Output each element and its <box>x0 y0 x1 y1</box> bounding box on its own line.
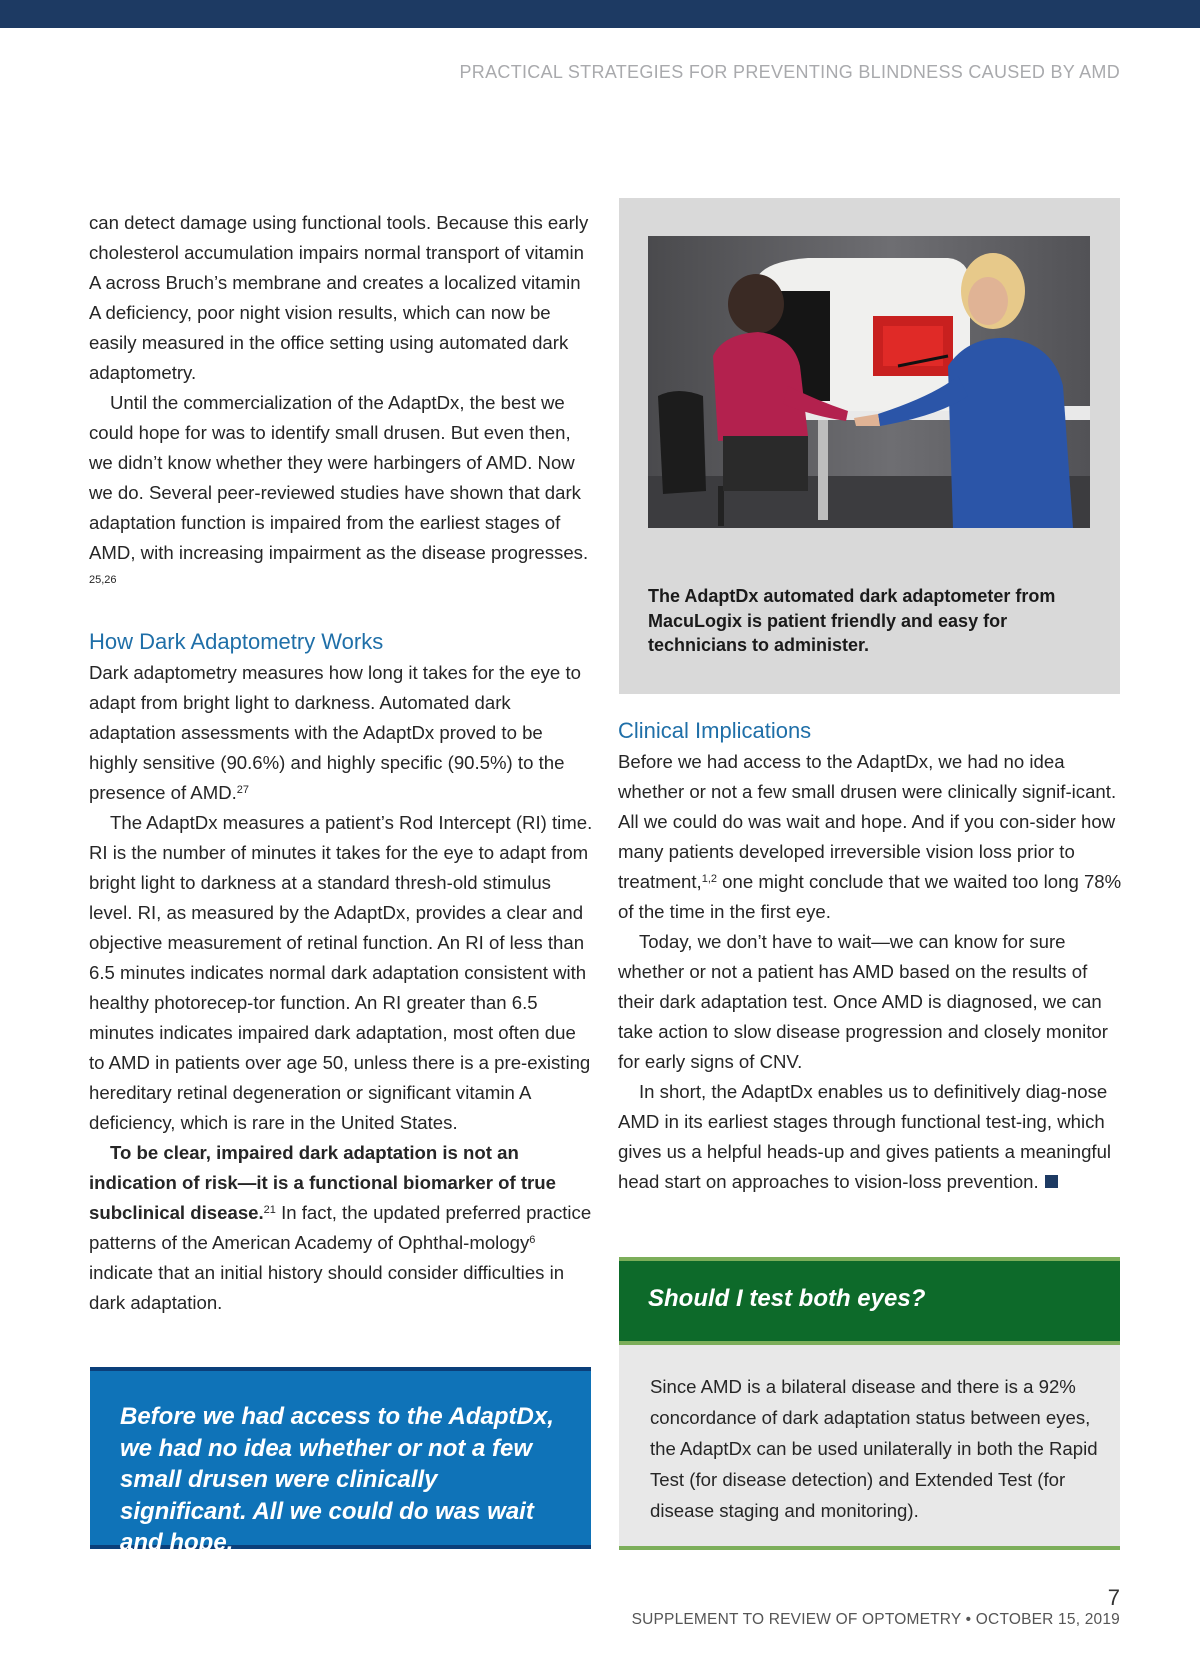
sidebar-body: Since AMD is a bilateral disease and there is a 92% concordance of dark adaptation status between eyes, the AdaptDx can be used unilaterally in both the Rapid Test (for disease detection) and Extended Test (for disease staging and monitoring). <box>650 1376 1098 1521</box>
paragraph: Dark adaptometry measures how long it takes for the eye to adapt from bright light to darkness. Automated dark adaptation assessments with the AdaptDx proved to be highly sensitive (90.6%) and highly specific (90.5%) to the presence of AMD.$^{27}$ <box>89 662 581 803</box>
citation: 21 <box>263 1204 276 1216</box>
end-of-article-mark <box>1045 1175 1058 1188</box>
section-heading: Clinical Implications <box>618 718 812 743</box>
left-column <box>89 208 594 1318</box>
paragraph: Before we had access to the AdaptDx, we had no idea whether or not a few small drusen were clinically signif-icant. All we could do was wait and hope. And if you con-sider how many patients developed irreversible vision loss prior to treatment,$^{1,2}$ one might conclude that we waited too long 78% of the time in the first eye. <box>618 751 1122 922</box>
paragraph: To be clear, impaired dark adaptation is not an indication of risk—it is a functional biomarker of true subclinical disease.$^{21}$ In fact, the updated preferred practice patterns of the American Academy of Ophthal-mology$^6$ indicate that an initial history should consider difficulties in dark adaptation. <box>89 1142 592 1313</box>
paragraph: Today, we don’t have to wait—we can know for sure whether or not a patient has AMD based on the results of their dark adaptation test. Once AMD is diagnosed, we can take action to slow disease progression and closely monitor for early signs of CNV. <box>618 931 1108 1072</box>
paragraph: Until the commercialization of the AdaptDx, the best we could hope for was to identify small drusen. But even then, we didn’t know whether they were harbingers of AMD. Now we do. Several peer-reviewed studies have shown that dark adaptation function is impaired from the earliest stages of AMD, with increasing impairment as the disease progresses. $^{25,26}$ <box>89 392 589 586</box>
publication-footer: SUPPLEMENT TO REVIEW OF OPTOMETRY • OCTOBER 15, 2019 <box>631 1611 1120 1628</box>
pull-quote-text: Before we had access to the AdaptDx, we had no idea whether or not a few small drusen were clinically significant. All we could do was wait and hope. <box>120 1403 554 1556</box>
section-heading: How Dark Adaptometry Works <box>89 629 384 654</box>
sidebar-header <box>619 1257 1120 1345</box>
running-head: PRACTICAL STRATEGIES FOR PREVENTING BLINDNESS CAUSED BY AMD <box>459 62 1120 82</box>
citation: 6 <box>529 1234 536 1246</box>
paragraph: can detect damage using functional tools. Because this early cholesterol accumulation impairs normal transport of vitamin A across Bruch’s membrane and creates a localized vitamin A deficiency, poor night vision results, which can now be easily measured in the office setting using automated dark adaptometry. <box>89 212 589 383</box>
figure-box <box>619 198 1120 694</box>
page-number: 7 <box>1107 1585 1120 1610</box>
paragraph: In short, the AdaptDx enables us to definitively diag-nose AMD in its earliest stages through functional test-ing, which gives us a helpful heads-up and gives patients a meaningful head start on approaches to vision-loss prevention. <box>618 1081 1112 1192</box>
sidebar-title: Should I test both eyes? <box>648 1285 926 1312</box>
adaptdx-photo <box>648 236 1090 528</box>
paragraph: The AdaptDx measures a patient’s Rod Intercept (RI) time. RI is the number of minutes it takes for the eye to adapt from bright light to darkness at a standard thresh-old stimulus level. RI, as measured by the AdaptDx, provides a clear and objective measurement of retinal function. An RI of less than 6.5 minutes indicates normal dark adaptation consistent with healthy photorecep-tor function. An RI greater than 6.5 minutes indicates impaired dark adaptation, most often due to AMD in patients over age 50, unless there is a pre-existing hereditary retinal degeneration or significant vitamin A deficiency, which is rare in the United States. <box>89 812 593 1133</box>
right-column <box>618 715 1123 1197</box>
citation: 25,26 <box>89 574 117 586</box>
citation: 27 <box>236 784 250 796</box>
top-color-bar <box>0 0 1200 28</box>
figure-caption: The AdaptDx automated dark adaptometer from MacuLogix is patient friendly and easy for technicians to administer. <box>648 586 1056 655</box>
bold-statement: To be clear, impaired dark adaptation is not an indication of risk—it is a functional biomarker of true subclinical disease. <box>89 1142 556 1223</box>
citation: 1,2 <box>701 873 718 885</box>
sidebar-box <box>619 1257 1120 1550</box>
pull-quote-box <box>90 1367 591 1556</box>
